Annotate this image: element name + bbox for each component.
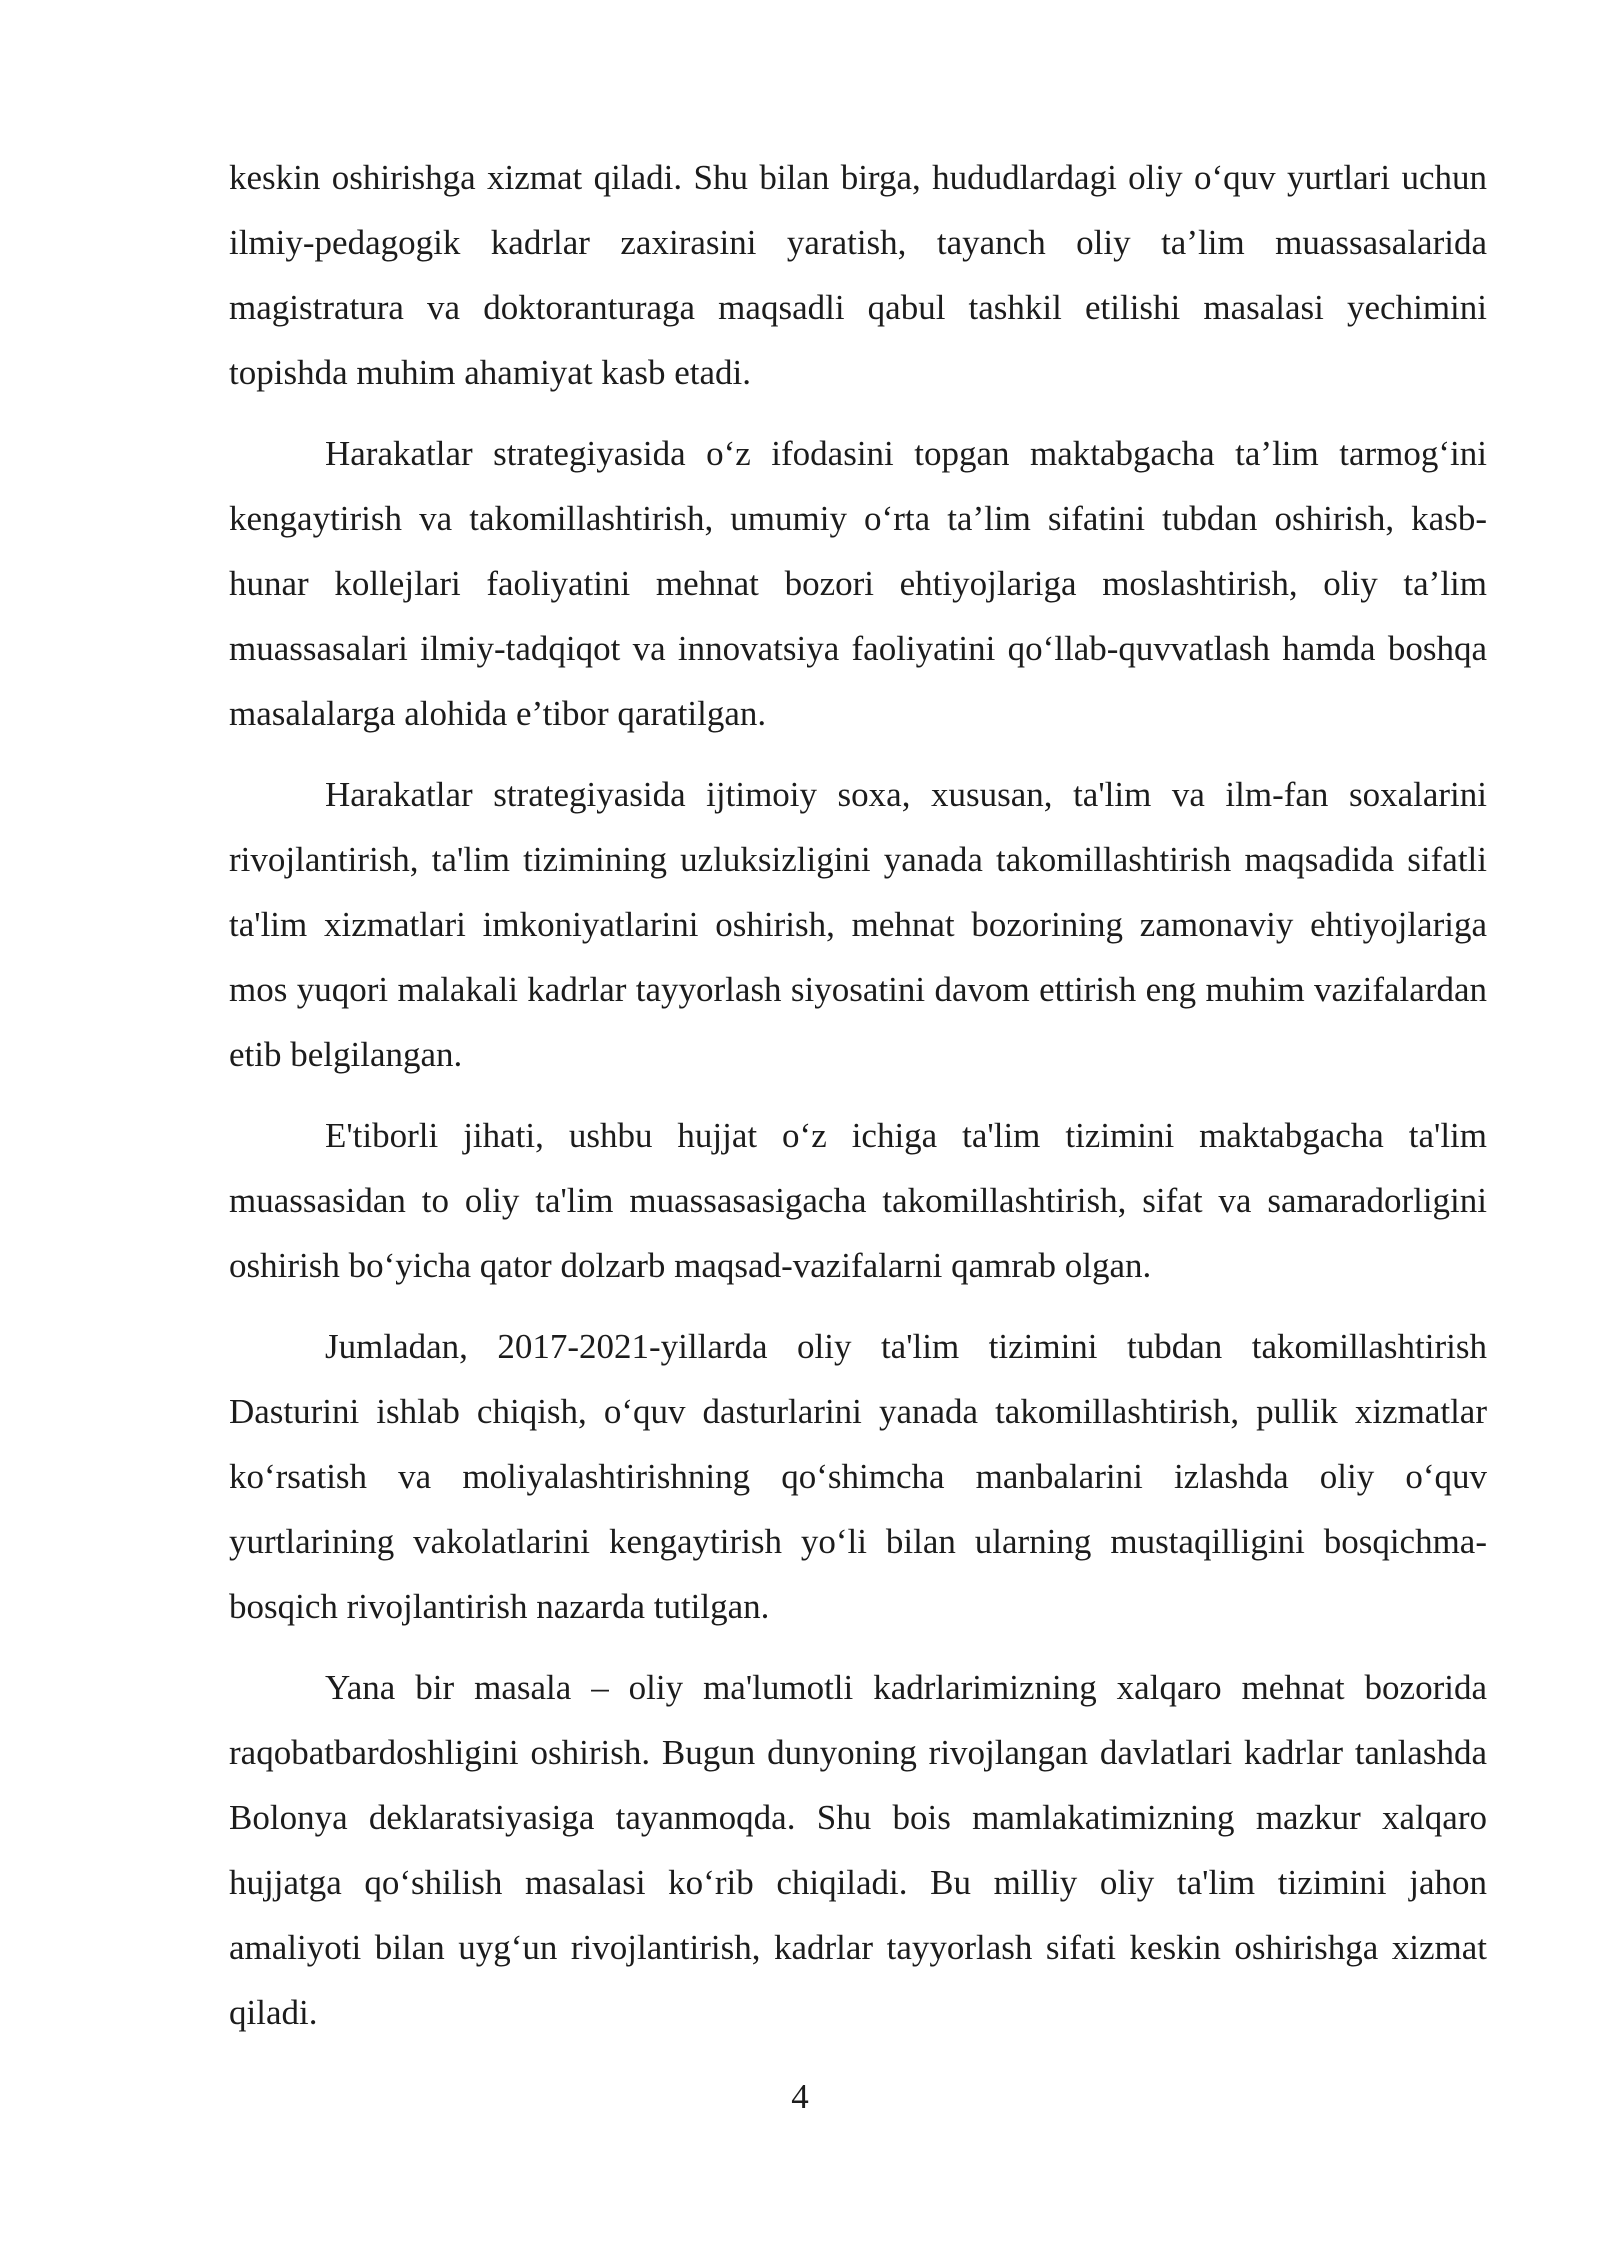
paragraph-6: Yana bir masala – oliy ma'lumotli kadrlarimizning xalqaro mehnat bozorida raqobatbardoshligini oshirish. Bugun dunyoning rivojlangan davlatlari kadrlar tanlashda Bolonya deklaratsiyasiga tayanmoqda. Shu bois mamlakatimizning mazkur xalqaro hujjatga qo‘shilish masalasi ko‘rib chiqiladi. Bu milliy oliy ta'lim tizimini jahon amaliyoti bilan uyg‘un rivojlantirish, kadrlar tayyorlash sifati keskin oshirishga xizmat qiladi. [229, 1668, 1487, 2032]
paragraph-5: Jumladan, 2017-2021-yillarda oliy ta'lim tizimini tubdan takomillashtirish Dasturini ishlab chiqish, o‘quv dasturlarini yanada takomillashtirish, pullik xizmatlar ko‘rsatish va moliyalashtirishning qo‘shimcha manbalarini izlashda oliy o‘quv yurtlarining vakolatlarini kengaytirish yo‘li bilan ularning mustaqilligini bosqichma-bosqich rivojlantirish nazarda tutilgan. [229, 1327, 1487, 1626]
page-number: 4 [791, 2077, 809, 2116]
paragraph-3: Harakatlar strategiyasida ijtimoiy soxa, xususan, ta'lim va ilm-fan soxalarini rivojlantirish, ta'lim tizimining uzluksizligini yanada takomillashtirish maqsadida sifatli ta'lim xizmatlari imkoniyatlarini oshirish, mehnat bozorining zamonaviy ehtiyojlariga mos yuqori malakali kadrlar tayyorlash siyosatini davom ettirish eng muhim vazifalardan etib belgilangan. [229, 775, 1487, 1074]
paragraph-2: Harakatlar strategiyasida o‘z ifodasini topgan maktabgacha ta’lim tarmog‘ini kengaytirish va takomillashtirish, umumiy o‘rta ta’lim sifatini tubdan oshirish, kasb-hunar kollejlari faoliyatini mehnat bozori ehtiyojlariga moslashtirish, oliy ta’lim muassasalari ilmiy-tadqiqot va innovatsiya faoliyatini qo‘llab-quvvatlash hamda boshqa masalalarga alohida e’tibor qaratilgan. [229, 434, 1487, 733]
paragraph-1: keskin oshirishga xizmat qiladi. Shu bilan birga, hududlardagi oliy o‘quv yurtlari uchun ilmiy-pedagogik kadrlar zaxirasini yaratish, tayanch oliy ta’lim muassasalarida magistratura va doktoranturaga maqsadli qabul tashkil etilishi masalasi yechimini topishda muhim ahamiyat kasb etadi. [229, 158, 1487, 392]
body-text [229, 145, 1487, 2061]
paragraph-4: E'tiborli jihati, ushbu hujjat o‘z ichiga ta'lim tizimini maktabgacha ta'lim muassasidan to oliy ta'lim muassasasigacha takomillashtirish, sifat va samaradorligini oshirish bo‘yicha qator dolzarb maqsad-vazifalarni qamrab olgan. [229, 1116, 1487, 1285]
